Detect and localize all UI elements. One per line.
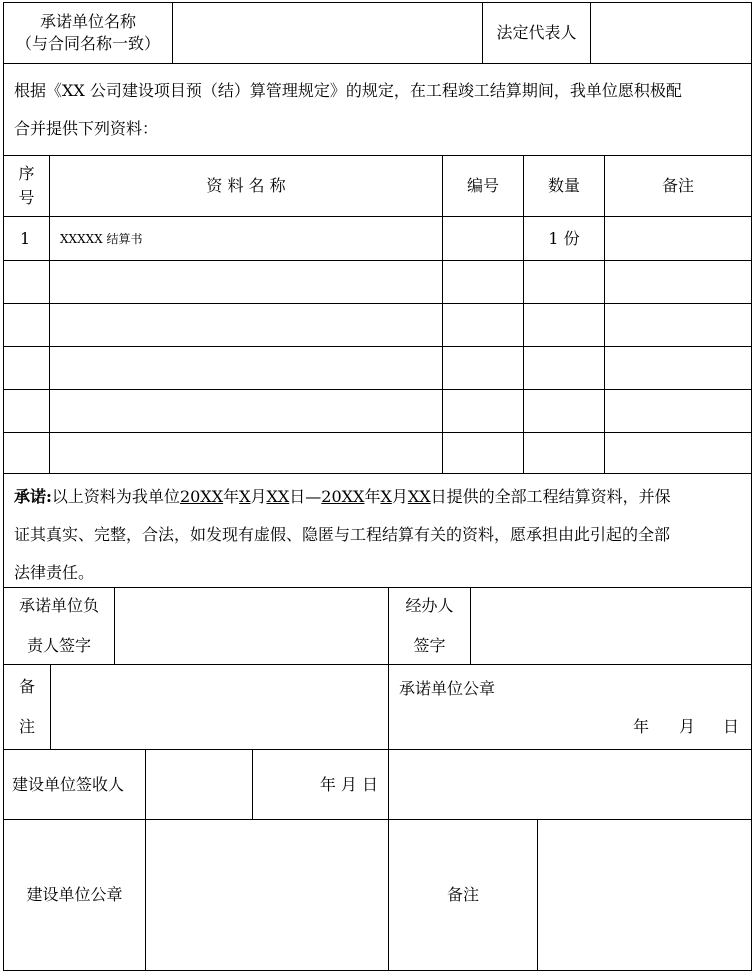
table-row-3-quantity[interactable]: [523, 303, 604, 346]
unit-name-label-line2: （与合同名称一致）: [15, 34, 160, 53]
commitment-day1: XX: [266, 487, 290, 506]
commitment-line2: 证其真实、完整，合法，如发现有虚假、隐匿与工程结算有关的资料，愿承担由此引起的全部: [14, 525, 671, 544]
unit-name-value: [173, 3, 482, 63]
receipt-remark-label-text: 备注: [446, 885, 479, 904]
remark-label-line2: 注: [18, 717, 35, 736]
table-row-6-name[interactable]: [49, 432, 442, 474]
table-row-5-quantity[interactable]: [523, 389, 604, 432]
table-row-3-index: [3, 303, 49, 346]
intro-line1: 根据《XX 公司建设项目预（结）算管理规定》的规定，在工程竣工结算期间，我单位愿积极配: [14, 81, 682, 100]
handler-sign-field[interactable]: [470, 587, 752, 664]
receipt-remark-field[interactable]: [537, 819, 752, 971]
receiver-field[interactable]: [145, 749, 252, 819]
table-row-2-index: [3, 260, 49, 303]
responsible-label-line2: 责人签字: [26, 636, 91, 655]
col-header-index-line1: 序: [18, 164, 35, 183]
commitment-line3: 法律责任。: [14, 563, 95, 582]
table-row-5-index: [3, 389, 49, 432]
seal-date-day: 日: [723, 717, 740, 736]
table-row-1-code[interactable]: [442, 217, 523, 260]
legal-rep-label: [482, 2, 590, 64]
commitment-month2: X: [380, 487, 392, 506]
promisor-seal-label: 承诺单位公章: [399, 679, 496, 698]
table-row-6-index: [3, 432, 49, 474]
col-header-code: [442, 155, 523, 217]
construction-seal-label: [3, 819, 145, 971]
responsible-sign-field[interactable]: [114, 587, 388, 664]
commitment-t5: 年: [364, 487, 381, 506]
unit-name-label-line1: 承诺单位名称: [39, 12, 136, 31]
table-row-1-remark[interactable]: [604, 217, 752, 260]
col-header-quantity-text: 数量: [547, 176, 580, 195]
table-row-2-remark[interactable]: [604, 260, 752, 303]
commitment-label: 承诺:: [14, 487, 52, 506]
row-quantity: 1 份: [548, 228, 580, 248]
commitment-line1: [14, 478, 741, 516]
remark-label: [3, 664, 50, 749]
seal-date-month: 月: [679, 717, 696, 736]
col-header-code-text: 编号: [466, 176, 499, 195]
commitment-day2: XX: [407, 487, 431, 506]
table-row-3-remark[interactable]: [604, 303, 752, 346]
seal-date-year: 年: [633, 717, 650, 736]
table-row-1-name[interactable]: [49, 217, 442, 260]
table-row-4-name[interactable]: [49, 346, 442, 389]
unit-name-field[interactable]: [172, 2, 482, 64]
commitment-t7: 日提供的全部工程结算资料，并保: [430, 487, 671, 506]
receipt-remark-label: [388, 819, 537, 971]
receiver-label-text: 建设单位签收人: [12, 774, 125, 794]
table-row-2-name[interactable]: [49, 260, 442, 303]
table-row-5-name[interactable]: [49, 389, 442, 432]
table-row-6-remark[interactable]: [604, 432, 752, 474]
table-row-1-index: [3, 217, 49, 260]
receiver-date-text: 年 月 日: [319, 774, 378, 794]
col-header-index-line2: 号: [18, 188, 35, 207]
col-header-name: [49, 155, 442, 217]
commitment-t3: 月: [250, 487, 267, 506]
handler-sign-label: [388, 587, 470, 664]
remark-field[interactable]: [50, 664, 388, 749]
commitment-t2: 年: [223, 487, 240, 506]
col-header-quantity: [523, 155, 604, 217]
table-row-5-code[interactable]: [442, 389, 523, 432]
row-name: XXXXX 结算书: [60, 231, 143, 246]
table-row-2-code[interactable]: [442, 260, 523, 303]
col-header-index: [3, 155, 49, 217]
table-row-3-name[interactable]: [49, 303, 442, 346]
legal-rep-value: [591, 3, 751, 63]
legal-rep-label-text: 法定代表人: [496, 23, 577, 42]
receiver-extra-field[interactable]: [388, 749, 752, 819]
table-row-4-index: [3, 346, 49, 389]
table-row-3-code[interactable]: [442, 303, 523, 346]
legal-rep-field[interactable]: [590, 2, 752, 64]
row-index: 1: [20, 228, 31, 248]
commitment-t4: 日—: [289, 487, 322, 506]
table-row-4-remark[interactable]: [604, 346, 752, 389]
table-row-6-code[interactable]: [442, 432, 523, 474]
commitment-year1: 20XX: [179, 487, 224, 506]
receiver-label: [3, 749, 145, 819]
responsible-label-line1: 承诺单位负: [18, 596, 99, 615]
construction-seal-field[interactable]: [145, 819, 388, 971]
col-header-remark-text: 备注: [661, 176, 694, 195]
commitment-t1: 以上资料为我单位: [51, 487, 180, 506]
commitment-t6: 月: [391, 487, 408, 506]
intro-paragraph: [3, 64, 752, 155]
table-row-2-quantity[interactable]: [523, 260, 604, 303]
promisor-seal-box[interactable]: [388, 664, 752, 749]
handler-label-line2: 签字: [413, 636, 446, 655]
table-row-6-quantity[interactable]: [523, 432, 604, 474]
responsible-sign-label: [3, 587, 114, 664]
handler-label-line1: 经办人: [405, 596, 454, 615]
construction-seal-label-text: 建设单位公章: [26, 885, 123, 904]
remark-label-line1: 备: [18, 677, 35, 696]
table-row-5-remark[interactable]: [604, 389, 752, 432]
intro-line2: 合并提供下列资料：: [14, 119, 159, 138]
table-row-4-code[interactable]: [442, 346, 523, 389]
col-header-name-text: 资 料 名 称: [206, 176, 286, 195]
table-row-4-quantity[interactable]: [523, 346, 604, 389]
commitment-paragraph: [3, 474, 752, 587]
commitment-month1: X: [239, 487, 251, 506]
commitment-year2: 20XX: [321, 487, 365, 506]
receiver-date[interactable]: [252, 749, 388, 819]
unit-name-label: [3, 2, 172, 64]
col-header-remark: [604, 155, 752, 217]
table-row-1-quantity[interactable]: [523, 217, 604, 260]
